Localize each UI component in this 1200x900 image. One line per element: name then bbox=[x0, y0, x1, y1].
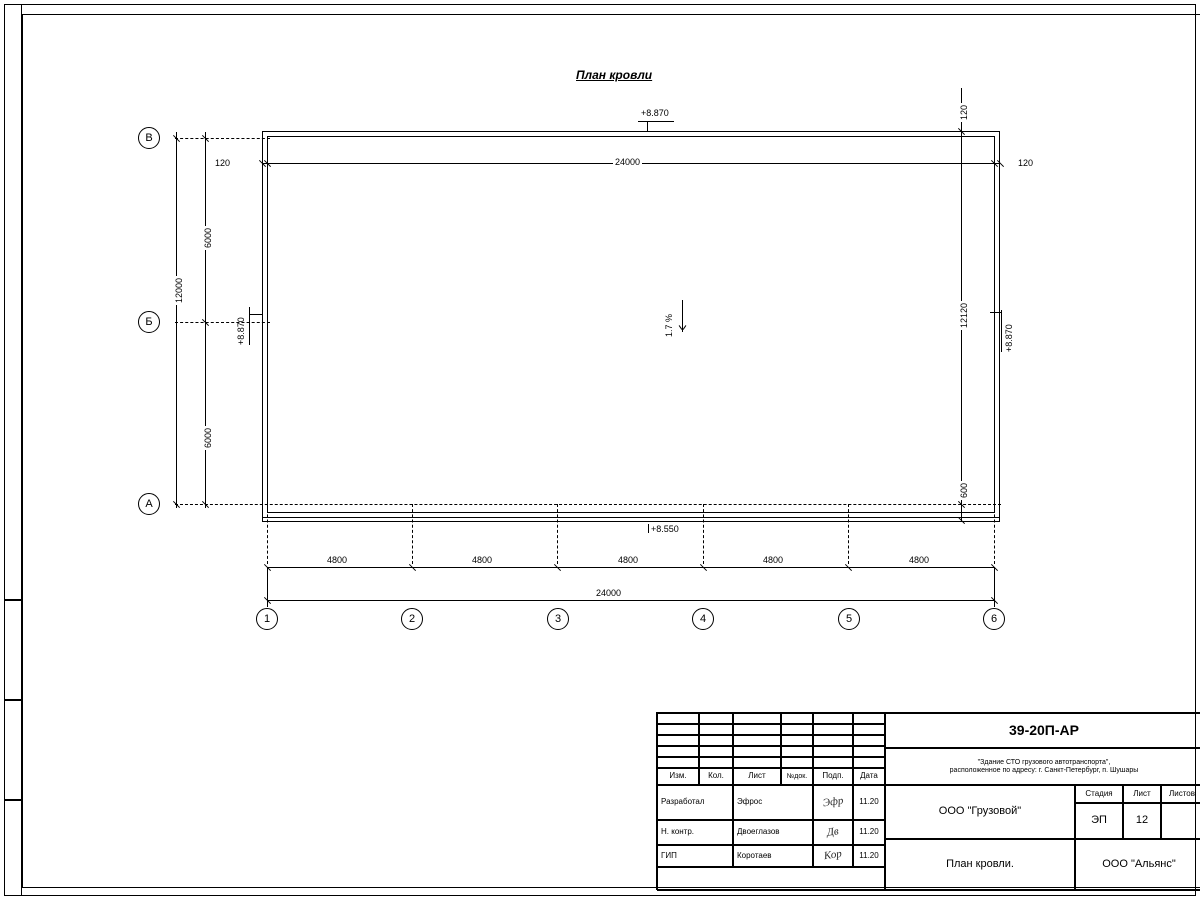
stamp-header-izm: Изм. bbox=[657, 768, 699, 785]
stamp-stage-header: Стадия bbox=[1075, 785, 1123, 803]
stamp-sheets-header: Листов bbox=[1161, 785, 1200, 803]
bottom-bays-dimension-line bbox=[267, 567, 994, 568]
stamp-object-description bbox=[885, 748, 1200, 785]
axis-bubble-3[interactable]: 3 bbox=[547, 608, 569, 630]
axis-bubble-b[interactable]: Б bbox=[138, 311, 160, 333]
revision-cell bbox=[781, 713, 813, 724]
left-margin-tab-top bbox=[4, 4, 22, 600]
revision-cell bbox=[781, 724, 813, 735]
axis-bubble-a[interactable]: А bbox=[138, 493, 160, 515]
stamp-role-developer: Разработал bbox=[657, 785, 733, 820]
plan-title: План кровли bbox=[576, 68, 653, 82]
axis-line-a bbox=[175, 504, 1001, 505]
object-line-2: расположенное по адресу: г. Санкт-Петербург, п. Шушары bbox=[949, 766, 1139, 774]
revision-cell bbox=[853, 724, 885, 735]
revision-cell bbox=[657, 735, 699, 746]
level-mark-left-underline bbox=[249, 307, 250, 345]
stamp-customer: ООО "Грузовой" bbox=[885, 785, 1075, 839]
dim-bottom-overall: 24000 bbox=[596, 588, 622, 598]
stamp-date-inspector: 11.20 bbox=[853, 820, 885, 845]
revision-cell bbox=[657, 724, 699, 735]
axis-line-v bbox=[175, 138, 270, 139]
stamp-role-inspector: Н. контр. bbox=[657, 820, 733, 845]
revision-cell bbox=[853, 713, 885, 724]
level-mark-top: +8.870 bbox=[641, 108, 669, 118]
signature-glyph: Кор bbox=[823, 848, 843, 863]
dim-right-top-offset: 120 bbox=[959, 104, 969, 120]
stamp-sheet-value: 12 bbox=[1123, 803, 1161, 839]
stamp-signature-inspector bbox=[813, 820, 853, 845]
revision-cell bbox=[699, 746, 733, 757]
revision-cell bbox=[813, 724, 853, 735]
grid-line-6 bbox=[994, 504, 995, 564]
dim-top-overall: 24000 bbox=[615, 157, 641, 167]
stamp-header-ndok: №док. bbox=[781, 768, 813, 785]
level-mark-left-leader bbox=[249, 314, 262, 315]
grid-line-5 bbox=[848, 504, 849, 564]
stamp-date-gip: 11.20 bbox=[853, 845, 885, 867]
revision-cell bbox=[781, 735, 813, 746]
level-mark-bottom-leader bbox=[648, 524, 649, 533]
left-bay-dimension-line bbox=[205, 132, 206, 508]
dim-right-main: 12120 bbox=[959, 302, 969, 328]
revision-cell bbox=[699, 713, 733, 724]
dim-left-overall: 12000 bbox=[174, 277, 184, 303]
revision-cell bbox=[781, 757, 813, 768]
stamp-signature-developer bbox=[813, 785, 853, 820]
revision-cell bbox=[699, 735, 733, 746]
revision-cell bbox=[657, 713, 699, 724]
axis-bubble-1[interactable]: 1 bbox=[256, 608, 278, 630]
stamp-sheet-header: Лист bbox=[1123, 785, 1161, 803]
revision-cell bbox=[733, 713, 781, 724]
axis-bubble-v[interactable]: В bbox=[138, 127, 160, 149]
axis-bubble-5[interactable]: 5 bbox=[838, 608, 860, 630]
dim-bay-2: 4800 bbox=[472, 555, 493, 565]
stamp-spare-row bbox=[657, 867, 885, 891]
stamp-project-code: 39-20П-АР bbox=[885, 713, 1200, 748]
axis-line-b bbox=[175, 322, 270, 323]
grid-extension-6 bbox=[994, 567, 995, 607]
left-margin-tab-low bbox=[4, 700, 22, 800]
signature-glyph: Дв bbox=[826, 824, 840, 839]
axis-bubble-2[interactable]: 2 bbox=[401, 608, 423, 630]
left-overall-dimension-line bbox=[176, 132, 177, 508]
title-block bbox=[656, 712, 1200, 890]
dim-bay-1: 4800 bbox=[327, 555, 348, 565]
revision-cell bbox=[657, 757, 699, 768]
stamp-date-developer: 11.20 bbox=[853, 785, 885, 820]
roof-outline-inner bbox=[267, 136, 995, 513]
dim-bay-4: 4800 bbox=[763, 555, 784, 565]
revision-cell bbox=[733, 724, 781, 735]
level-mark-right-underline bbox=[1001, 310, 1002, 352]
level-mark-bottom: +8.550 bbox=[651, 524, 679, 534]
dim-right-bottom: 600 bbox=[959, 482, 969, 498]
parapet-left-tie bbox=[262, 518, 263, 522]
stamp-name-gip: Коротаев bbox=[733, 845, 813, 867]
left-margin-tab-mid bbox=[4, 600, 22, 700]
revision-cell bbox=[813, 757, 853, 768]
stamp-signature-gip bbox=[813, 845, 853, 867]
revision-cell bbox=[813, 746, 853, 757]
revision-cell bbox=[853, 757, 885, 768]
stamp-stage-value: ЭП bbox=[1075, 803, 1123, 839]
grid-line-3 bbox=[557, 504, 558, 564]
level-mark-right-leader bbox=[990, 312, 1002, 313]
dim-top-left-offset: 120 bbox=[215, 158, 231, 168]
level-mark-top-underline bbox=[638, 121, 674, 122]
grid-line-2 bbox=[412, 504, 413, 564]
stamp-header-list: Лист bbox=[733, 768, 781, 785]
revision-cell bbox=[781, 746, 813, 757]
dim-top-right-offset: 120 bbox=[1018, 158, 1034, 168]
left-margin-tab-bottom bbox=[4, 800, 22, 896]
stamp-sheet-name: План кровли. bbox=[885, 839, 1075, 891]
revision-cell bbox=[733, 746, 781, 757]
revision-cell bbox=[813, 735, 853, 746]
axis-bubble-6[interactable]: 6 bbox=[983, 608, 1005, 630]
revision-cell bbox=[657, 746, 699, 757]
dim-bay-5: 4800 bbox=[909, 555, 930, 565]
axis-bubble-4[interactable]: 4 bbox=[692, 608, 714, 630]
revision-cell bbox=[813, 713, 853, 724]
stamp-header-data: Дата bbox=[853, 768, 885, 785]
revision-cell bbox=[733, 735, 781, 746]
revision-cell bbox=[699, 757, 733, 768]
grid-extension-1 bbox=[267, 567, 268, 607]
dim-bay-3: 4800 bbox=[618, 555, 639, 565]
stamp-name-developer: Эфрос bbox=[733, 785, 813, 820]
parapet-right-tie bbox=[999, 518, 1000, 522]
dim-left-upper-bay: 6000 bbox=[203, 227, 213, 248]
stamp-company: ООО "Альянс" bbox=[1075, 839, 1200, 891]
revision-cell bbox=[853, 746, 885, 757]
level-mark-left: +8.870 bbox=[236, 317, 246, 345]
level-mark-top-leader bbox=[647, 121, 648, 132]
dim-left-lower-bay: 6000 bbox=[203, 427, 213, 448]
stamp-sheets-value bbox=[1161, 803, 1200, 839]
signature-glyph: Эфр bbox=[821, 794, 844, 810]
revision-cell bbox=[853, 735, 885, 746]
revision-cell bbox=[699, 724, 733, 735]
bottom-overall-dimension-line bbox=[267, 600, 994, 601]
stamp-role-gip: ГИП bbox=[657, 845, 733, 867]
parapet-bottom-line bbox=[262, 521, 1000, 522]
stamp-header-kol: Кол. bbox=[699, 768, 733, 785]
object-line-1: "Здание СТО грузового автотранспорта", bbox=[977, 759, 1111, 767]
slope-label: 1.7 % bbox=[664, 313, 674, 337]
grid-line-1 bbox=[267, 504, 268, 564]
grid-line-4 bbox=[703, 504, 704, 564]
revision-cell bbox=[733, 757, 781, 768]
stamp-header-podp: Подп. bbox=[813, 768, 853, 785]
level-mark-right: +8.870 bbox=[1004, 324, 1014, 352]
stamp-name-inspector: Двоеглазов bbox=[733, 820, 813, 845]
